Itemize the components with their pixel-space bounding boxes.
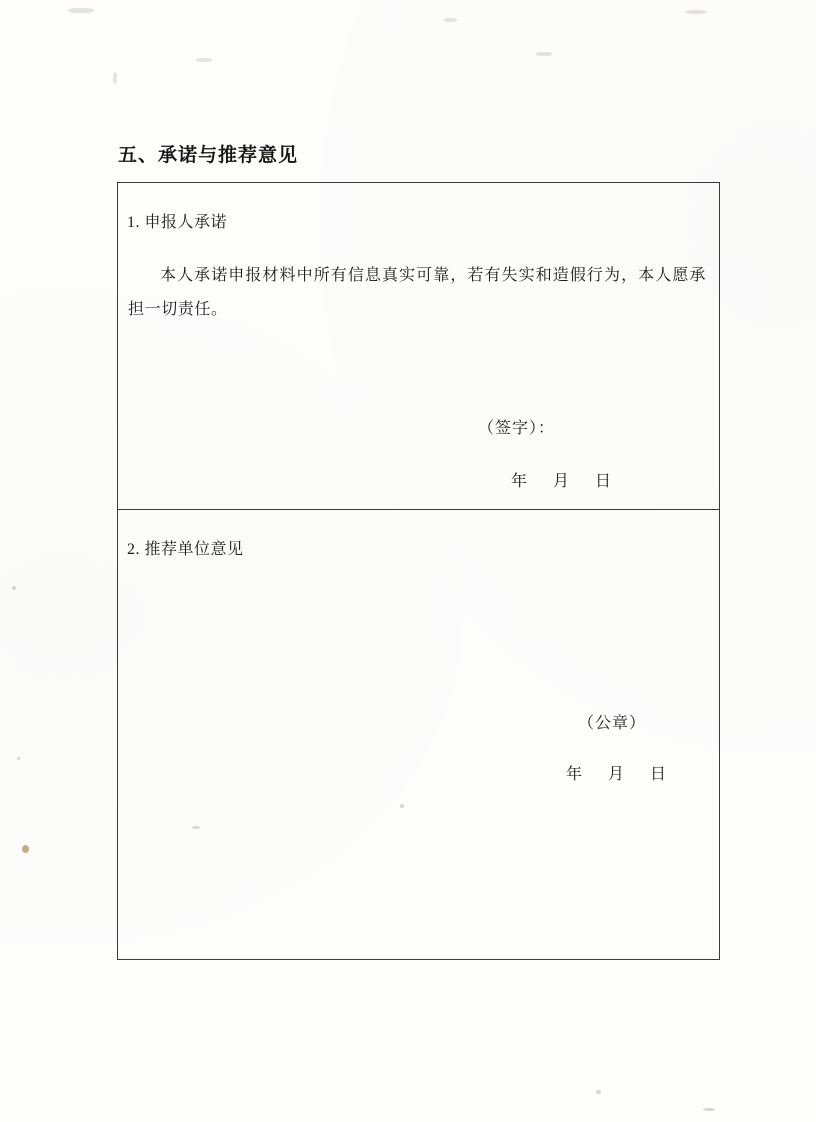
applicant-commitment-cell (118, 183, 719, 510)
recommending-unit-cell (118, 510, 719, 959)
official-seal-label: （公章） (578, 715, 647, 732)
date-month-label: 月 (553, 473, 570, 490)
section-heading: 五、承诺与推荐意见 (118, 145, 299, 166)
recommending-unit-date-line (566, 761, 666, 784)
applicant-commitment-text: 本人承诺申报材料中所有信息真实可靠，若有失实和造假行为，本人愿承担一切责任。 (128, 267, 706, 318)
date-month-label: 月 (608, 766, 625, 783)
applicant-commitment-title: 1. 申报人承诺 (127, 214, 228, 231)
recommending-unit-title: 2. 推荐单位意见 (127, 541, 244, 558)
date-day-label: 日 (595, 473, 612, 490)
applicant-date-line (511, 468, 611, 491)
date-year-label: 年 (511, 473, 528, 490)
applicant-signature-label: （签字）： (478, 420, 556, 437)
commitment-table (117, 182, 720, 960)
date-year-label: 年 (566, 766, 583, 783)
date-day-label: 日 (650, 766, 667, 783)
